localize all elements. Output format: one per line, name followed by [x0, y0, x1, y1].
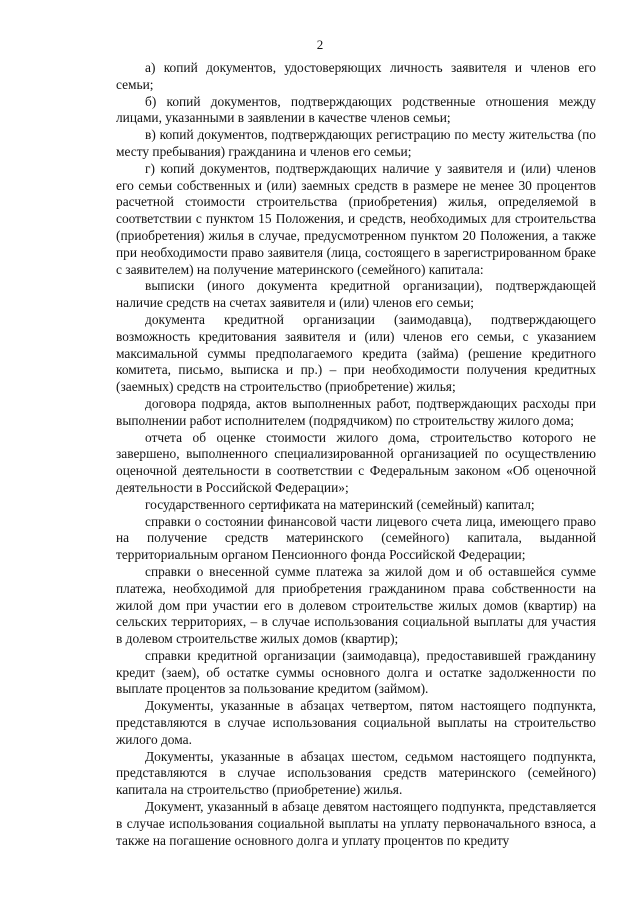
paragraph-v: в) копий документов, подтверждающих регистрацию по месту жительства (по месту пребывания) гражданина и членов его семьи; [116, 127, 596, 159]
paragraph-g: г) копий документов, подтверждающих наличие у заявителя и (или) членов его семьи собственных и (или) заемных средств в размере не менее 30 процентов расчетной стоимости строительства (приобретения) жилья, определяемой в соответствии с пунктом 15 Положения, и средств, необходимых для строительства (приобретения) жилья в случае, предусмотренном пунктом 20 Положения, а также при необходимости право заявителя (лица, состоящего в зарегистрированном браке с заявителем) на получение материнского (семейного) капитала: [116, 160, 596, 277]
paragraph-note-construction: Документы, указанные в абзацах четвертом, пятом настоящего подпункта, представляются в случае использования социальной выплаты на строительство жилого дома. [116, 698, 596, 747]
paragraph-loan-balance: справки кредитной организации (заимодавца), предоставившей гражданину кредит (заем), об остатке суммы основного долга и остатке задолженности по выплате процентов за пользование кредитом (займом). [116, 647, 596, 697]
paragraph-certificate: государственного сертификата на материнский (семейный) капитал; [145, 496, 535, 512]
paragraph-note-maternity-capital: Документы, указанные в абзацах шестом, седьмом настоящего подпункта, представляются в случае использования средств материнского (семейного) капитала на строительство (приобретение) жилья. [116, 748, 596, 798]
paragraph-payment-statement: справки о внесенной сумме платежа за жилой дом и об оставшейся сумме платежа, необходимой для приобретения гражданином права собственности на жилой дом при участии его в долевом строительстве жилых домов (квартир) на сельских территориях, – в случае использования социальной выплаты для участия в долевом строительстве жилых домов (квартир); [116, 563, 596, 647]
paragraph-contract: договора подряда, актов выполненных работ, подтверждающих расходы при выполнении работ исполнителем (подрядчиком) по строительству жилого дома; [116, 395, 596, 428]
paragraph-pension-fund-statement: справки о состоянии финансовой части лицевого счета лица, имеющего право на получение средств материнского (семейного) капитала, выданной территориальным органом Пенсионного фонда Российской Федерации; [116, 513, 596, 563]
paragraph-b: б) копий документов, подтверждающих родственные отношения между лицами, указанными в заявлении в качестве членов семьи; [116, 93, 596, 126]
document-body [116, 60, 596, 849]
paragraph-a: а) копий документов, удостоверяющих личность заявителя и членов его семьи; [116, 60, 596, 92]
paragraph-credit-document: документа кредитной организации (заимодавца), подтверждающего возможность кредитования заявителя и (или) членов его семьи, с указанием максимальной суммы предполагаемого кредита (займа) (решение кредитного комитета, письмо, выписка и пр.) – при необходимости получения кредитных (заемных) средств на строительство (приобретение) жилья; [116, 311, 596, 395]
paragraph-bank-statement: выписки (иного документа кредитной организации), подтверждающей наличие средств на счетах заявителя и (или) членов его семьи; [116, 278, 596, 311]
paragraph-note-loan: Документ, указанный в абзаце девятом настоящего подпункта, представляется в случае использования социальной выплаты на уплату первоначального взноса, а также на погашение основного долга и уплату процентов по кредиту [116, 799, 596, 848]
page-number: 2 [316, 37, 324, 52]
paragraph-valuation-report: отчета об оценке стоимости жилого дома, строительство которого не завершено, выполненного специализированной организацией по осуществлению оценочной деятельности в соответствии с Федеральным законом «Об оценочной деятельности в Российской Федерации»; [116, 429, 596, 495]
